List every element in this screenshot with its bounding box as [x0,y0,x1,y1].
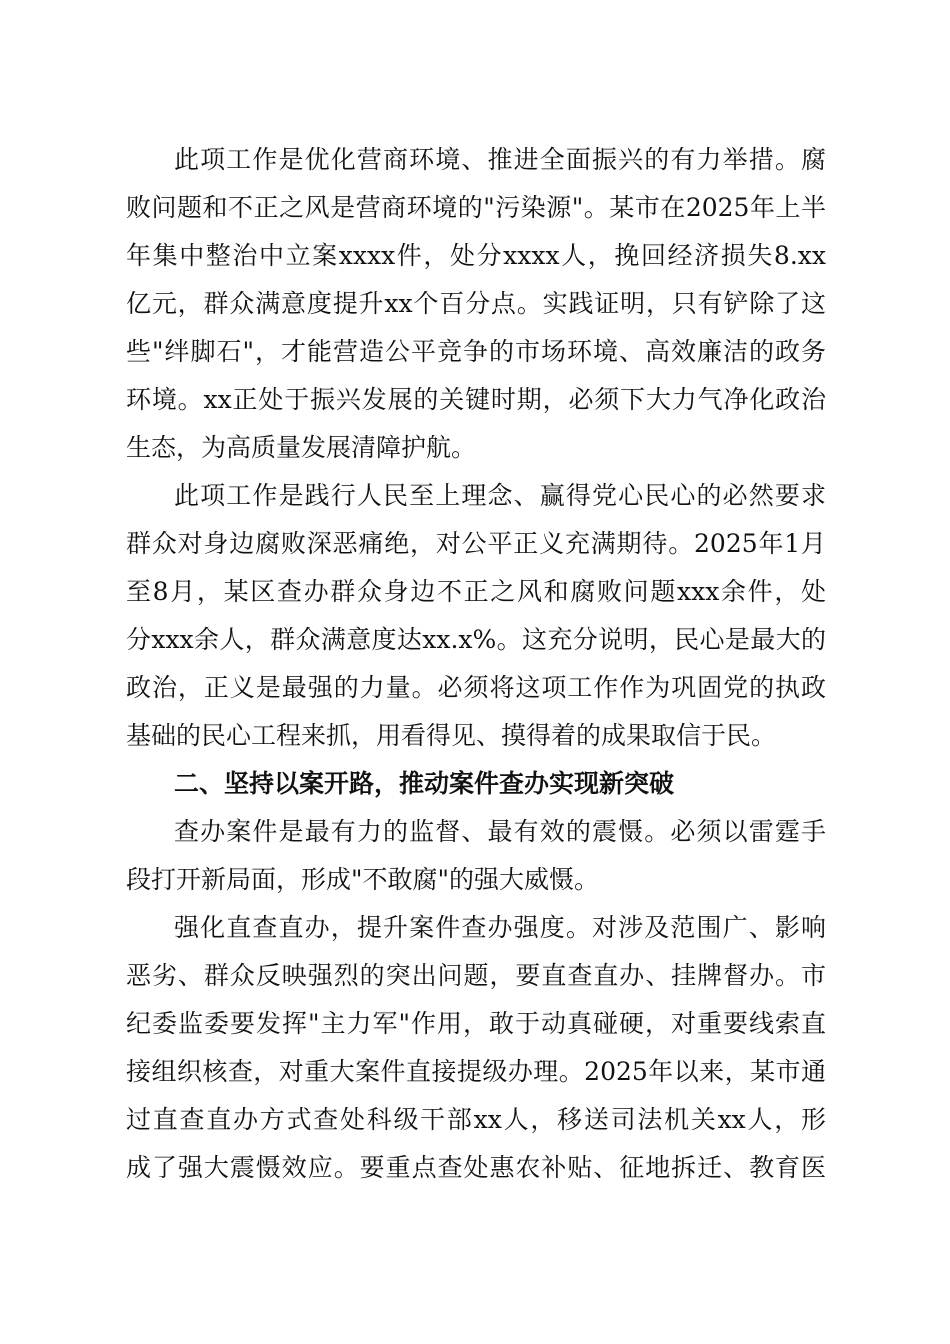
paragraph-3-line-1: 查办案件是最有力的监督、最有效的震慑。必须以雷霆手 [174,817,826,846]
paragraph-3-line-2: 段打开新局面，形成"不敢腐"的强大威慑。 [126,865,599,894]
paragraph-1-line-6: 环境。xx正处于振兴发展的关键时期，必须下大力气净化政治 [126,385,826,414]
paragraph-2-line-4: 分xxx余人，群众满意度达xx.x%。这充分说明，民心是最大的 [126,625,826,654]
paragraph-4-line-2: 恶劣、群众反映强烈的突出问题，要直查直办、挂牌督办。市 [126,961,826,990]
paragraph-4-line-4: 接组织核查，对重大案件直接提级办理。2025年以来，某市通 [126,1057,826,1086]
paragraph-2-line-1: 此项工作是践行人民至上理念、赢得党心民心的必然要求 [174,481,826,510]
paragraph-4-line-6: 成了强大震慑效应。要重点查处惠农补贴、征地拆迁、教育医 [126,1153,826,1182]
paragraph-4-line-1: 强化直查直办，提升案件查办强度。对涉及范围广、影响 [174,913,826,942]
paragraph-1-line-3: 年集中整治中立案xxxx件，处分xxxx人，挽回经济损失8.xx [126,241,826,270]
paragraph-2-line-6: 基础的民心工程来抓，用看得见、摸得着的成果取信于民。 [126,721,777,750]
paragraph-1-line-4: 亿元，群众满意度提升xx个百分点。实践证明，只有铲除了这 [126,289,826,318]
paragraph-2-line-2: 群众对身边腐败深恶痛绝，对公平正义充满期待。2025年1月 [126,529,826,558]
paragraph-2-line-5: 政治，正义是最强的力量。必须将这项工作作为巩固党的执政 [126,673,826,702]
paragraph-1-line-2: 败问题和不正之风是营商环境的"污染源"。某市在2025年上半 [126,193,826,222]
paragraph-4-line-5: 过直查直办方式查处科级干部xx人，移送司法机关xx人，形 [126,1105,826,1134]
paragraph-1-line-5: 些"绊脚石"，才能营造公平竞争的市场环境、高效廉洁的政务 [126,337,826,366]
paragraph-1-line-1: 此项工作是优化营商环境、推进全面振兴的有力举措。腐 [174,145,826,174]
paragraph-1-line-7: 生态，为高质量发展清障护航。 [126,433,477,462]
section-heading-2: 二、坚持以案开路，推动案件查办实现新突破 [174,769,675,798]
paragraph-2-line-3: 至8月，某区查办群众身边不正之风和腐败问题xxx余件，处 [126,577,826,606]
paragraph-4-line-3: 纪委监委要发挥"主力军"作用，敢于动真碰硬，对重要线索直 [126,1009,826,1038]
